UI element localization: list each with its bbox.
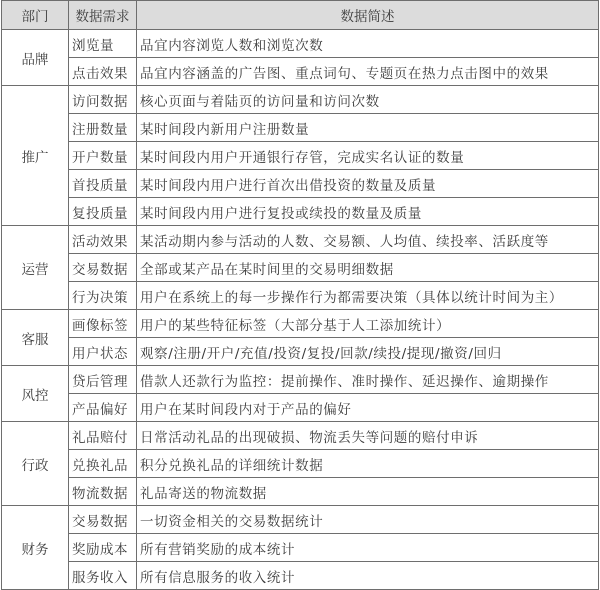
description-cell: 某时间段内用户进行复投或续投的数量及质量 xyxy=(137,198,599,226)
table-row xyxy=(2,450,599,478)
description-cell: 用户在某时间段内对于产品的偏好 xyxy=(137,394,599,422)
requirement-cell: 复投质量 xyxy=(69,198,137,226)
description-cell: 用户在系统上的每一步操作行为都需要决策（具体以统计时间为主） xyxy=(137,282,599,310)
description-cell: 所有信息服务的收入统计 xyxy=(137,562,599,590)
table-row xyxy=(2,310,599,338)
department-cell: 客服 xyxy=(2,310,69,366)
description-cell: 用户的某些特征标签（大部分基于人工添加统计） xyxy=(137,310,599,338)
table-row xyxy=(2,254,599,282)
description-cell: 借款人还款行为监控：提前操作、准时操作、延迟操作、逾期操作 xyxy=(137,366,599,394)
department-cell: 风控 xyxy=(2,366,69,422)
requirement-cell: 用户状态 xyxy=(69,338,137,366)
table-row xyxy=(2,282,599,310)
data-requirements-table xyxy=(1,0,599,590)
requirement-cell: 访问数据 xyxy=(69,86,137,114)
description-cell: 观察/注册/开户/充值/投资/复投/回款/续投/提现/撤资/回归 xyxy=(137,338,599,366)
table-header-row xyxy=(2,1,599,30)
table-row xyxy=(2,422,599,450)
requirement-cell: 贷后管理 xyxy=(69,366,137,394)
description-cell: 全部或某产品在某时间里的交易明细数据 xyxy=(137,254,599,282)
department-cell: 推广 xyxy=(2,86,69,226)
table-row xyxy=(2,562,599,590)
table-row xyxy=(2,338,599,366)
department-cell: 品牌 xyxy=(2,30,69,86)
table-row xyxy=(2,198,599,226)
requirement-cell: 交易数据 xyxy=(69,254,137,282)
requirement-cell: 服务收入 xyxy=(69,562,137,590)
description-cell: 日常活动礼品的出现破损、物流丢失等问题的赔付申诉 xyxy=(137,422,599,450)
header-requirement: 数据需求 xyxy=(69,1,137,30)
table-row xyxy=(2,366,599,394)
description-cell: 某时间段内用户开通银行存管，完成实名认证的数量 xyxy=(137,142,599,170)
requirement-cell: 活动效果 xyxy=(69,226,137,254)
description-cell: 某活动期内参与活动的人数、交易额、人均值、续投率、活跃度等 xyxy=(137,226,599,254)
department-cell: 运营 xyxy=(2,226,69,310)
table-row xyxy=(2,226,599,254)
table-row xyxy=(2,170,599,198)
description-cell: 所有营销奖励的成本统计 xyxy=(137,534,599,562)
description-cell: 品宜内容浏览人数和浏览次数 xyxy=(137,30,599,58)
requirement-cell: 兑换礼品 xyxy=(69,450,137,478)
requirement-cell: 礼品赔付 xyxy=(69,422,137,450)
requirement-cell: 产品偏好 xyxy=(69,394,137,422)
table-row xyxy=(2,30,599,58)
requirement-cell: 奖励成本 xyxy=(69,534,137,562)
table-row xyxy=(2,142,599,170)
requirement-cell: 画像标签 xyxy=(69,310,137,338)
table-row xyxy=(2,478,599,506)
requirement-cell: 交易数据 xyxy=(69,506,137,534)
table-row xyxy=(2,58,599,86)
requirement-cell: 浏览量 xyxy=(69,30,137,58)
description-cell: 品宜内容涵盖的广告图、重点词句、专题页在热力点击图中的效果 xyxy=(137,58,599,86)
description-cell: 一切资金相关的交易数据统计 xyxy=(137,506,599,534)
requirement-cell: 行为决策 xyxy=(69,282,137,310)
requirement-cell: 注册数量 xyxy=(69,114,137,142)
table-row xyxy=(2,506,599,534)
table-row xyxy=(2,86,599,114)
requirement-cell: 物流数据 xyxy=(69,478,137,506)
department-cell: 财务 xyxy=(2,506,69,590)
department-cell: 行政 xyxy=(2,422,69,506)
description-cell: 某时间段内用户进行首次出借投资的数量及质量 xyxy=(137,170,599,198)
description-cell: 积分兑换礼品的详细统计数据 xyxy=(137,450,599,478)
table-row xyxy=(2,114,599,142)
requirement-cell: 点击效果 xyxy=(69,58,137,86)
description-cell: 核心页面与着陆页的访问量和访问次数 xyxy=(137,86,599,114)
header-department: 部门 xyxy=(2,1,69,30)
description-cell: 某时间段内新用户注册数量 xyxy=(137,114,599,142)
requirement-cell: 首投质量 xyxy=(69,170,137,198)
table-row xyxy=(2,534,599,562)
table-row xyxy=(2,394,599,422)
description-cell: 礼品寄送的物流数据 xyxy=(137,478,599,506)
header-description: 数据简述 xyxy=(137,1,599,30)
requirement-cell: 开户数量 xyxy=(69,142,137,170)
